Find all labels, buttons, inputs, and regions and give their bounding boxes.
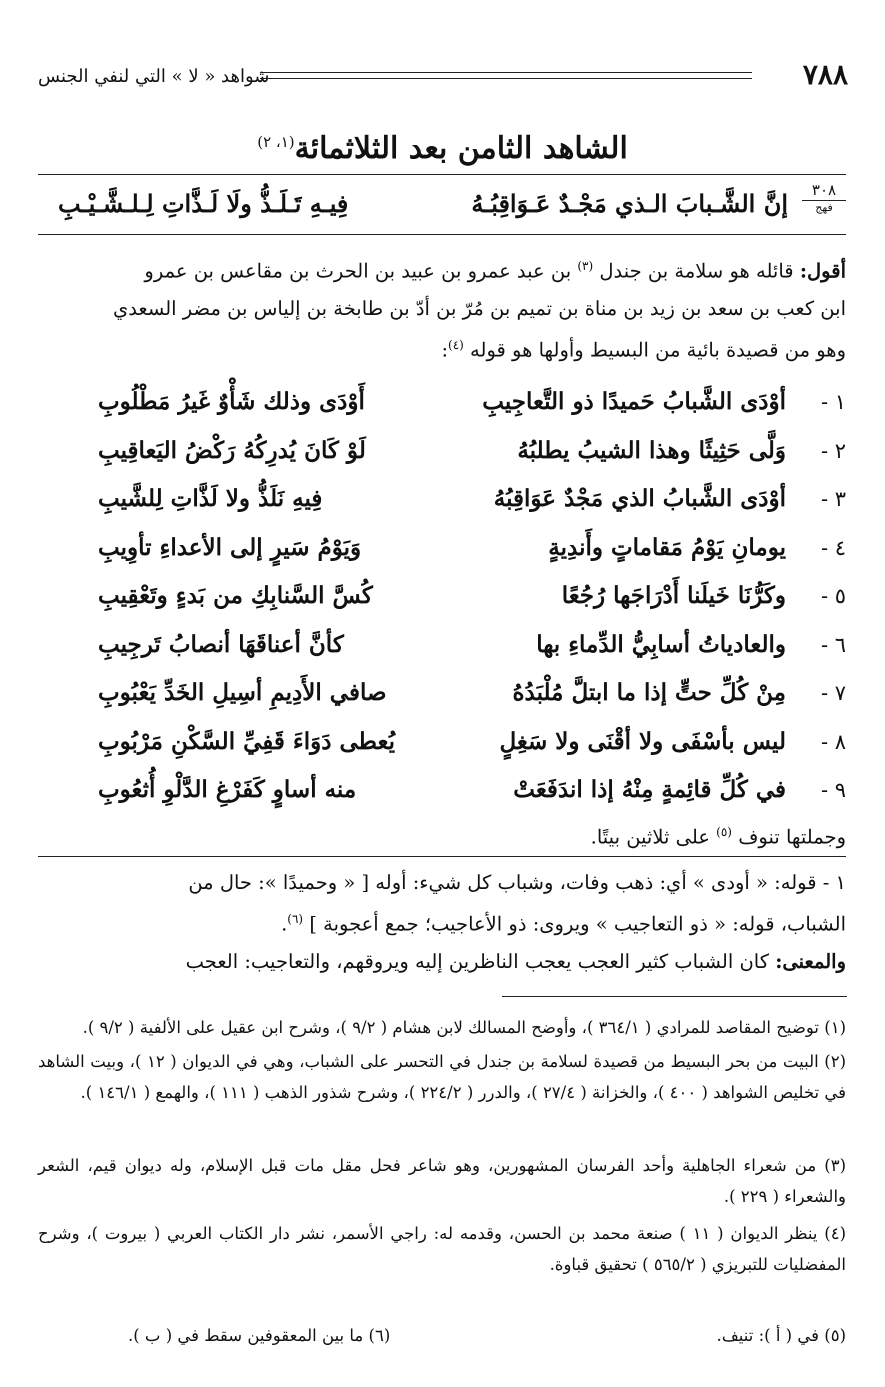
verse-number: ٥ -: [820, 584, 846, 608]
section-title: [0, 120, 885, 171]
witness-source: فهج: [815, 201, 833, 214]
verse-number: ١ -: [820, 390, 846, 414]
footnotes-5-6: [38, 1320, 846, 1352]
verse: [38, 671, 846, 720]
poem-note-text-a: وجملتها تنوف: [738, 825, 846, 849]
verse: [38, 623, 846, 672]
verse: [38, 720, 846, 769]
verse-number: ٩ -: [820, 778, 846, 802]
verse-number: ٧ -: [820, 681, 846, 705]
intro-line-1: [38, 248, 846, 290]
commentary-line-2: [38, 901, 846, 943]
section-footnote-ref: (١، ٢): [257, 133, 295, 151]
verse: [38, 477, 846, 526]
footnote-2: (٢) البيت من بحر البسيط من قصيدة لسلامة بن جندل في التحسر على الشباب، وهي في الديوان ( ١٢ )، وبيت الشاهد في تخليص الشواهد ( ٤٠٠ )، والخزانة ( ٢٧/٤ )، والدرر ( ٢٢٤/٢ )، وشرح شذور الذهب ( ١١١ )، والهمع ( ١٤٦/١ ).: [38, 1052, 847, 1102]
verse-hemistich-2: وَيَوْمُ سَيرٍ إلى الأعداءِ تأوِيبِ: [98, 533, 362, 561]
intro-text-1b: بن عبد عمرو بن عبيد بن الحرث بن مقاعس بن عمرو: [144, 259, 572, 283]
section-title-text: الشاهد الثامن بعد الثلاثمائة: [294, 131, 628, 166]
meaning-line: [38, 943, 846, 980]
poem-note-text-b: على ثلاثين بيتًا.: [590, 825, 710, 849]
witness-number: ٣٠٨: [802, 182, 846, 201]
page-number: ٧٨٨: [802, 58, 848, 91]
verse: [38, 526, 846, 575]
footnote-ref-5: (٥): [716, 825, 732, 839]
running-title: شواهد « لا » التي لنفي الجنس: [38, 66, 270, 87]
header-double-rule: [260, 72, 752, 79]
verse-hemistich-1: ليس بأسْفَى ولا أقْنَى ولا سَغِلٍ: [499, 727, 786, 755]
verse-hemistich-2: كأنَّ أعناقَهَا أنصابُ تَرجِيبِ: [98, 630, 344, 658]
witness-hemistich-1: إنَّ الشَّـبابَ الـذي مَجْـدٌ عَـوَاقِبُـهُ: [471, 189, 788, 218]
verse-number: ٢ -: [820, 438, 846, 463]
verse-hemistich-2: كُسَّ السَّنابِكِ من بَدءٍ وتَعْقِيبِ: [98, 582, 373, 609]
verse-hemistich-2: منه أساوٍ كَفَرْغِ الدَّلْوِ أُثعُوبِ: [98, 776, 357, 803]
witness-top-rule: [38, 174, 846, 175]
verse: [38, 429, 846, 478]
verse-number: ٣ -: [820, 487, 846, 511]
commentary-text-2b: .: [281, 912, 288, 936]
verse-hemistich-1: يومانِ يَوْمُ مَقاماتٍ وأَندِيةٍ: [548, 533, 786, 561]
footnote-6: (٦) ما بين المعقوفين سقط في ( ب ).: [128, 1326, 391, 1345]
verse: [38, 574, 846, 623]
footnote-4: (٤) ينظر الديوان ( ١١ ) صنعة محمد بن الحسن، وقدمه له: راجي الأسمر، نشر دار الكتاب العربي ( بيروت )، وشرح المفضليات للتبريزي ( ٥٦٥/٢ ) تحقيق قباوة.: [38, 1224, 846, 1274]
verse-hemistich-2: أَوْدَى وذلك شَأْوٌ غَيرُ مَطْلُوبِ: [98, 388, 365, 415]
intro-text-1a: قائله هو سلامة بن جندل: [599, 259, 794, 283]
witness-bottom-rule: [38, 234, 846, 235]
footnote-ref-3: (٣): [577, 259, 594, 273]
footnote-3: (٣) من شعراء الجاهلية وأحد الفرسان المشهورين، وهو شاعر فحل مقل مات قبل الإسلام، وله ديوان قيم، الشعر والشعراء ( ٢٢٩ ).: [38, 1156, 846, 1206]
verse-hemistich-1: في كُلِّ قائِمةٍ مِنْهُ إذا اندَفَعَتْ: [513, 776, 786, 803]
commentary-line-1: ١ - قوله: « أودى » أي: ذهب وفات، وشباب كل شيء: أوله [ « وحميدًا »: حال من: [188, 871, 846, 894]
footnote-ref-4: (٤): [448, 337, 464, 352]
footnote-separator: [502, 996, 847, 997]
commentary-text-2a: الشباب، قوله: « ذو التعاجيب » ويروى: ذو الأعاجيب؛ جمع أعجوبة ]: [309, 912, 846, 936]
intro-text-3a: وهو من قصيدة بائية من البسيط وأولها هو قوله: [470, 338, 846, 361]
verse-hemistich-1: أوْدَى الشَّبابُ الذي مَجْدٌ عَوَاقِبُهُ: [493, 485, 786, 512]
verse: [38, 768, 846, 817]
witness-hemistich-2: فِيـهِ تَـلَـذُّ ولَا لَـذَّاتِ لِـلـشَّـيْـبِ: [58, 189, 349, 218]
verse-hemistich-2: صافي الأَدِيمِ أسِيلِ الخَدِّ يَعْبُوبِ: [98, 679, 387, 706]
verse-hemistich-2: لَوْ كَانَ يُدرِكُهُ رَكْضُ اليَعاقِيبِ: [98, 436, 366, 464]
verse-number: ٨ -: [820, 729, 846, 754]
footnote-5: (٥) في ( أ ): تنيف.: [716, 1326, 846, 1345]
footnote-1: (١) توضيح المقاصد للمرادي ( ٣٦٤/١ )، وأوضح المسالك لابن هشام ( ٩/٢ )، وشرح ابن عقيل على الألفية ( ٩/٢ ).: [82, 1018, 846, 1037]
verse-hemistich-1: مِنْ كُلِّ حتٍّ إذا ما ابتلَّ مُلْبَدُهُ: [512, 679, 786, 706]
commentary-rule: [38, 856, 846, 857]
commentary: [38, 864, 846, 980]
verse-hemistich-1: وَلَّى حَثِيثًا وهذا الشيبُ يطلبُهُ: [517, 436, 786, 464]
poem-note: [38, 814, 846, 856]
intro-text-3b: :: [441, 338, 449, 361]
intro-line-2: ابن كعب بن سعد بن زيد بن مناة بن تميم بن مُرّ بن أدّ بن طابخة بن إلياس بن مضر السعدي: [112, 296, 846, 320]
running-head: [38, 58, 848, 94]
verse-number: ٦ -: [820, 632, 846, 657]
meaning-label: والمعنى:: [775, 949, 846, 973]
witness-number-box: [802, 182, 846, 215]
witness-verse: [38, 182, 846, 228]
intro-line-3: [38, 327, 846, 369]
meaning-text: كان الشباب كثير العجب يعجب الناظرين إليه ويروقهم، والتعاجيب: العجب: [185, 949, 769, 973]
verse-hemistich-1: والعادياتُ أسابِيُّ الدِّماءِ بها: [536, 630, 786, 658]
poem: [38, 380, 846, 817]
verse-hemistich-1: وكَرُّنَا خَيلَنا أَدْرَاجَها رُجُعًا: [561, 582, 786, 609]
verse-hemistich-2: فِيهِ نَلَذُّ ولا لَذَّاتِ لِلشَّيبِ: [98, 485, 323, 512]
verse-hemistich-1: أوْدَى الشَّبابُ حَميدًا ذو التَّعاجِيبِ: [482, 388, 786, 415]
intro-paragraph: [38, 248, 846, 368]
footnote-ref-6: (٦): [287, 912, 304, 926]
verse: [38, 380, 846, 429]
verse-hemistich-2: يُعطى دَوَاءَ قَفِيِّ السَّكْنِ مَرْبُوبِ: [98, 727, 395, 755]
verse-number: ٤ -: [820, 535, 846, 560]
intro-label: أقول:: [799, 259, 846, 283]
